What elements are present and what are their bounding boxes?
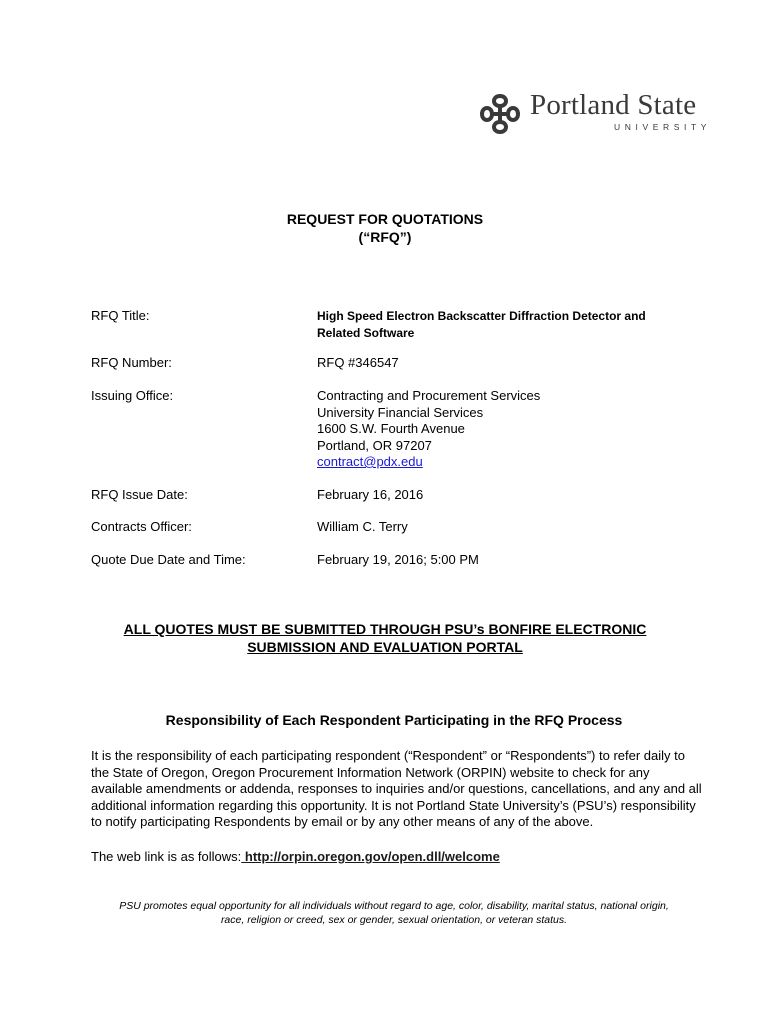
title-line-2: (“RFQ”)	[358, 229, 412, 245]
rfq-title-row	[91, 308, 691, 355]
contracts-officer-label: Contracts Officer:	[91, 519, 192, 534]
university-logo	[478, 90, 711, 136]
rfq-number-label: RFQ Number:	[91, 355, 172, 370]
contracts-officer-row	[91, 519, 691, 552]
document-title	[0, 210, 770, 246]
office-line-4: Portland, OR 97207	[317, 437, 432, 453]
weblink-line	[91, 849, 500, 864]
issuing-office-row	[91, 388, 691, 487]
responsibility-paragraph: It is the responsibility of each participating respondent (“Respondent” or “Respondents”) to refer daily to the State of Oregon, Oregon Procurement Information Network (ORPIN) website to check for any available amendments or addenda, responses to inquiries and/or questions, cancellations, and any and all additional information regarding this opportunity. It is not Portland State University’s (PSU’s) responsibility to notify participating Respondents by email or by any other means of any of the above.	[91, 748, 702, 829]
due-date-row	[91, 552, 691, 569]
issue-date-row	[91, 487, 691, 519]
office-line-3: 1600 S.W. Fourth Avenue	[317, 421, 465, 436]
rfq-title-line-2: Related Software	[317, 325, 415, 340]
issue-date-value: February 16, 2016	[317, 487, 424, 502]
due-date-label: Quote Due Date and Time:	[91, 552, 246, 567]
issuing-office-label: Issuing Office:	[91, 388, 174, 403]
footer-line-2: race, religion or creed, sex or gender, sexual orientation, or veteran status.	[220, 914, 568, 926]
psu-logo-mark-icon	[478, 92, 522, 136]
rfq-number-value: RFQ #346547	[317, 355, 399, 370]
rfq-number-row	[91, 355, 691, 388]
rfq-title-value	[317, 308, 646, 355]
rfq-info-table	[91, 308, 691, 569]
contracts-officer-value: William C. Terry	[317, 519, 408, 534]
orpin-link[interactable]: http://orpin.oregon.gov/open.dll/welcome	[241, 849, 500, 864]
notice-line-2: SUBMISSION AND EVALUATION PORTAL	[247, 639, 523, 655]
issue-date-label: RFQ Issue Date:	[91, 487, 188, 502]
logo-subtitle: UNIVERSITY	[614, 122, 712, 132]
weblink-prefix: The web link is as follows:	[91, 849, 242, 864]
footer-line-1: PSU promotes equal opportunity for all individuals without regard to age, color, disability, marital status, national origin,	[119, 900, 669, 912]
issuing-office-value	[317, 388, 540, 487]
office-line-2: University Financial Services	[317, 404, 484, 420]
responsibility-heading: Responsibility of Each Respondent Participating in the RFQ Process	[165, 712, 623, 728]
rfq-title-label: RFQ Title:	[91, 308, 150, 323]
title-line-1: REQUEST FOR QUOTATIONS	[286, 211, 484, 227]
equal-opportunity-statement	[0, 899, 770, 927]
submission-notice	[0, 620, 770, 656]
logo-name: Portland State	[530, 89, 697, 121]
due-date-value: February 19, 2016; 5:00 PM	[317, 552, 479, 567]
notice-line-1: ALL QUOTES MUST BE SUBMITTED THROUGH PSU’s BONFIRE ELECTRONIC	[123, 621, 647, 637]
office-email-link[interactable]: contract@pdx.edu	[317, 454, 423, 469]
rfq-title-line-1: High Speed Electron Backscatter Diffraction Detector and	[317, 309, 646, 323]
office-line-1: Contracting and Procurement Services	[317, 388, 541, 403]
